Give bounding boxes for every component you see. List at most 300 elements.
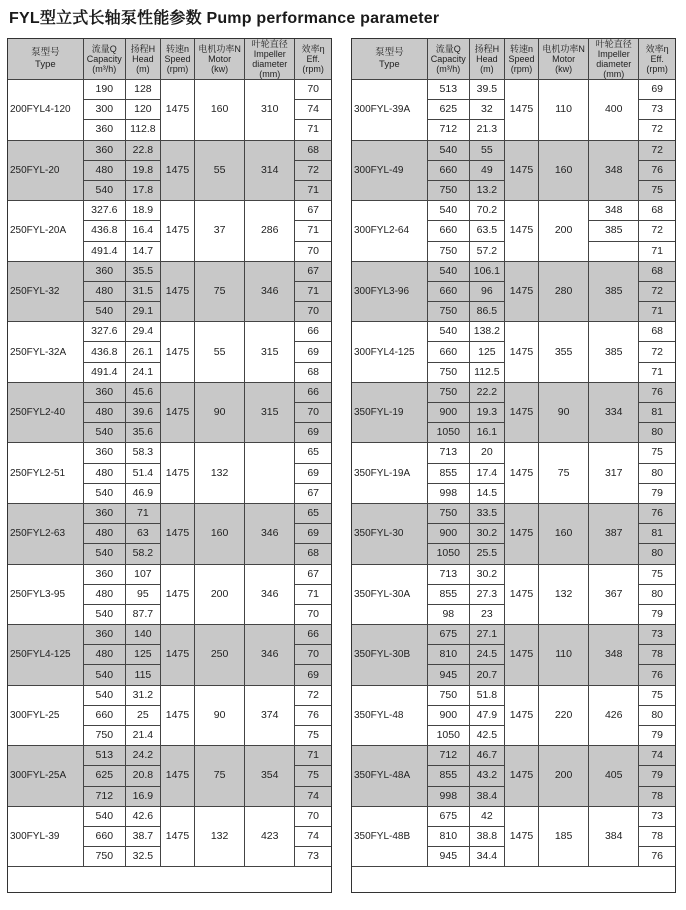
- motor-value: 90: [195, 685, 245, 746]
- eff-value: 72: [295, 160, 331, 180]
- capacity-value: 540: [83, 180, 125, 200]
- capacity-value: 750: [83, 847, 125, 867]
- capacity-value: 900: [427, 403, 469, 423]
- motor-value: 110: [539, 80, 589, 141]
- table-row: [8, 564, 331, 584]
- head-value: 20.8: [125, 766, 160, 786]
- head-value: 138.2: [469, 322, 504, 342]
- eff-value: 70: [295, 241, 331, 261]
- eff-value: 78: [639, 786, 675, 806]
- head-value: 31.2: [125, 685, 160, 705]
- capacity-value: 360: [83, 503, 125, 523]
- capacity-value: 750: [427, 241, 469, 261]
- head-value: 39.6: [125, 403, 160, 423]
- speed-value: 1475: [160, 806, 194, 867]
- capacity-value: 660: [83, 705, 125, 725]
- header-type: [8, 39, 83, 80]
- pump-type: 250FYL-32: [8, 261, 83, 322]
- speed-value: 1475: [504, 625, 538, 686]
- head-value: 29.4: [125, 322, 160, 342]
- head-value: 24.5: [469, 645, 504, 665]
- head-value: 42.5: [469, 726, 504, 746]
- pump-type: 250FYL-20: [8, 140, 83, 201]
- head-value: 31.5: [125, 281, 160, 301]
- eff-value: 74: [639, 746, 675, 766]
- eff-value: 70: [295, 604, 331, 624]
- impeller-value: 367: [589, 564, 639, 625]
- capacity-value: 660: [427, 221, 469, 241]
- motor-value: 75: [195, 746, 245, 807]
- capacity-value: 360: [83, 625, 125, 645]
- pump-type: 250FYL-32A: [8, 322, 83, 383]
- eff-value: 71: [295, 746, 331, 766]
- capacity-value: 300: [83, 100, 125, 120]
- header-capacity-line: Capacity: [86, 54, 122, 64]
- impeller-value: 310: [245, 80, 295, 141]
- header-head-line: (m): [136, 64, 150, 74]
- capacity-value: 1050: [427, 544, 469, 564]
- header-type-line: Type: [35, 59, 56, 70]
- table-row: [352, 443, 675, 463]
- head-value: 13.2: [469, 180, 504, 200]
- table-row: [352, 80, 675, 100]
- capacity-value: 712: [427, 746, 469, 766]
- capacity-value: 540: [427, 140, 469, 160]
- pump-type: 350FYL-30: [352, 503, 427, 564]
- capacity-value: 190: [83, 80, 125, 100]
- capacity-value: 360: [83, 261, 125, 281]
- pump-type: 300FYL-25: [8, 685, 83, 746]
- pump-type: 350FYL-30B: [352, 625, 427, 686]
- impeller-value: 354: [245, 746, 295, 807]
- header-head-line: Head: [132, 54, 154, 64]
- header-impeller-line: Impeller: [597, 49, 630, 59]
- capacity-value: 675: [427, 625, 469, 645]
- capacity-value: 513: [427, 80, 469, 100]
- eff-value: 76: [639, 382, 675, 402]
- table-row: [352, 382, 675, 402]
- header-speed: [160, 39, 194, 80]
- head-value: 125: [469, 342, 504, 362]
- header-motor-line: Motor: [552, 54, 576, 64]
- head-value: 21.4: [125, 726, 160, 746]
- header-capacity: [83, 39, 125, 80]
- eff-value: 80: [639, 544, 675, 564]
- header-motor-line: (kw): [211, 64, 229, 74]
- eff-value: 66: [295, 322, 331, 342]
- capacity-value: 998: [427, 786, 469, 806]
- header-type-line: 泵型号: [31, 47, 60, 58]
- eff-value: 73: [639, 806, 675, 826]
- speed-value: 1475: [504, 201, 538, 262]
- header-eff: [295, 39, 331, 80]
- header-type-line: 泵型号: [375, 47, 404, 58]
- capacity-value: 945: [427, 847, 469, 867]
- capacity-value: 540: [83, 423, 125, 443]
- capacity-value: 540: [83, 604, 125, 624]
- eff-value: 79: [639, 766, 675, 786]
- head-value: 46.7: [469, 746, 504, 766]
- header-capacity-line: 流量Q: [435, 44, 461, 54]
- impeller-value: 374: [245, 685, 295, 746]
- capacity-value: 540: [83, 665, 125, 685]
- head-value: 58.3: [125, 443, 160, 463]
- motor-value: 355: [539, 322, 589, 383]
- head-value: 24.1: [125, 362, 160, 382]
- table-row: [352, 746, 675, 766]
- speed-value: 1475: [504, 80, 538, 141]
- head-value: 71: [125, 503, 160, 523]
- pump-type: 250FYL2-51: [8, 443, 83, 504]
- capacity-value: 712: [83, 786, 125, 806]
- impeller-value: 315: [245, 382, 295, 443]
- eff-value: 79: [639, 604, 675, 624]
- capacity-value: 713: [427, 564, 469, 584]
- eff-value: 67: [295, 564, 331, 584]
- speed-value: 1475: [504, 503, 538, 564]
- motor-value: 132: [539, 564, 589, 625]
- head-value: 19.3: [469, 403, 504, 423]
- eff-value: 65: [295, 503, 331, 523]
- capacity-value: 810: [427, 645, 469, 665]
- head-value: 49: [469, 160, 504, 180]
- eff-value: 73: [639, 100, 675, 120]
- head-value: 25: [125, 705, 160, 725]
- capacity-value: 540: [427, 261, 469, 281]
- head-value: 125: [125, 645, 160, 665]
- capacity-value: 480: [83, 160, 125, 180]
- head-value: 63: [125, 524, 160, 544]
- eff-value: 68: [295, 544, 331, 564]
- header-type: [352, 39, 427, 80]
- speed-value: 1475: [504, 322, 538, 383]
- capacity-value: 360: [83, 140, 125, 160]
- capacity-value: 360: [83, 564, 125, 584]
- eff-value: 69: [295, 423, 331, 443]
- speed-value: 1475: [160, 261, 194, 322]
- head-value: 20.7: [469, 665, 504, 685]
- eff-value: 76: [639, 665, 675, 685]
- eff-value: 68: [639, 261, 675, 281]
- head-value: 24.2: [125, 746, 160, 766]
- table-row: [352, 140, 675, 160]
- eff-value: 68: [639, 201, 675, 221]
- capacity-value: 327.6: [83, 322, 125, 342]
- pump-type: 250FYL2-40: [8, 382, 83, 443]
- capacity-value: 540: [83, 544, 125, 564]
- speed-value: 1475: [504, 746, 538, 807]
- eff-value: 79: [639, 483, 675, 503]
- capacity-value: 513: [83, 746, 125, 766]
- capacity-value: 660: [427, 342, 469, 362]
- capacity-value: 360: [83, 120, 125, 140]
- speed-value: 1475: [160, 140, 194, 201]
- header-capacity-line: (m³/h): [436, 64, 461, 74]
- eff-value: 69: [295, 463, 331, 483]
- header-capacity-line: 流量Q: [91, 44, 117, 54]
- head-value: 87.7: [125, 604, 160, 624]
- eff-value: 68: [639, 322, 675, 342]
- capacity-value: 900: [427, 705, 469, 725]
- table-row: [8, 806, 331, 826]
- head-value: 14.5: [469, 483, 504, 503]
- speed-value: 1475: [504, 261, 538, 322]
- page-title: FYL型立式长轴泵性能参数 Pump performance parameter: [9, 10, 440, 27]
- pump-type: 300FYL-25A: [8, 746, 83, 807]
- eff-value: 65: [295, 443, 331, 463]
- impeller-value: 346: [245, 503, 295, 564]
- header-impeller: [245, 39, 295, 80]
- eff-value: 72: [639, 342, 675, 362]
- capacity-value: 855: [427, 766, 469, 786]
- pump-type: 300FYL-39: [8, 806, 83, 867]
- capacity-value: 750: [427, 302, 469, 322]
- header-row: [8, 39, 331, 80]
- header-speed-line: 转速n: [509, 44, 533, 54]
- header-motor-line: 电机功率N: [542, 44, 585, 54]
- capacity-value: 625: [427, 100, 469, 120]
- pump-type: 350FYL-48: [352, 685, 427, 746]
- capacity-value: 713: [427, 443, 469, 463]
- eff-value: 72: [639, 221, 675, 241]
- pump-type: 350FYL-48A: [352, 746, 427, 807]
- header-motor-line: Motor: [208, 54, 232, 64]
- eff-value: 71: [639, 241, 675, 261]
- table-row: [8, 322, 331, 342]
- header-head-line: Head: [476, 54, 498, 64]
- header-speed-line: (rpm): [510, 64, 533, 74]
- header-capacity-line: (m³/h): [92, 64, 117, 74]
- capacity-value: 998: [427, 483, 469, 503]
- eff-value: 73: [295, 847, 331, 867]
- eff-value: 72: [639, 140, 675, 160]
- head-value: 34.4: [469, 847, 504, 867]
- header-speed: [504, 39, 538, 80]
- motor-value: 160: [539, 140, 589, 201]
- impeller-value: 286: [245, 201, 295, 262]
- head-value: 35.5: [125, 261, 160, 281]
- impeller-value: 385: [589, 261, 639, 322]
- motor-value: 37: [195, 201, 245, 262]
- header-impeller-line: diameter: [596, 59, 632, 69]
- capacity-value: 480: [83, 403, 125, 423]
- capacity-value: 540: [427, 322, 469, 342]
- head-value: 38.7: [125, 826, 160, 846]
- eff-value: 71: [639, 362, 675, 382]
- eff-value: 74: [295, 826, 331, 846]
- eff-value: 67: [295, 201, 331, 221]
- pump-type: 300FYL4-125: [352, 322, 427, 383]
- header-head-line: 扬程H: [474, 44, 500, 54]
- table-row: [352, 625, 675, 645]
- head-value: 21.3: [469, 120, 504, 140]
- capacity-value: 900: [427, 524, 469, 544]
- header-eff-line: Eff.: [650, 54, 664, 64]
- table-row: [8, 140, 331, 160]
- head-value: 70.2: [469, 201, 504, 221]
- motor-value: 110: [539, 625, 589, 686]
- table-row: [352, 503, 675, 523]
- pump-type: 350FYL-19: [352, 382, 427, 443]
- head-value: 25.5: [469, 544, 504, 564]
- impeller-value: 348: [589, 140, 639, 201]
- head-value: 33.5: [469, 503, 504, 523]
- eff-value: 81: [639, 403, 675, 423]
- eff-value: 70: [295, 645, 331, 665]
- impeller-value: 405: [589, 746, 639, 807]
- head-value: 18.9: [125, 201, 160, 221]
- head-value: 32.5: [125, 847, 160, 867]
- head-value: 39.5: [469, 80, 504, 100]
- head-value: 17.8: [125, 180, 160, 200]
- eff-value: 75: [295, 766, 331, 786]
- capacity-value: 625: [83, 766, 125, 786]
- header-eff: [639, 39, 675, 80]
- table-row: [352, 806, 675, 826]
- header-motor-line: 电机功率N: [198, 44, 241, 54]
- eff-value: 75: [639, 564, 675, 584]
- table-row: [8, 625, 331, 645]
- head-value: 45.6: [125, 382, 160, 402]
- pump-type: 300FYL3-96: [352, 261, 427, 322]
- impeller-value: 387: [589, 503, 639, 564]
- head-value: 27.3: [469, 584, 504, 604]
- capacity-value: 712: [427, 120, 469, 140]
- eff-value: 75: [295, 726, 331, 746]
- capacity-value: 480: [83, 645, 125, 665]
- head-value: 38.8: [469, 826, 504, 846]
- head-value: 42: [469, 806, 504, 826]
- eff-value: 80: [639, 423, 675, 443]
- impeller-value: 400: [589, 80, 639, 141]
- head-value: 63.5: [469, 221, 504, 241]
- pump-type: 300FYL2-64: [352, 201, 427, 262]
- table-row: [8, 746, 331, 766]
- header-eff-line: Eff.: [306, 54, 320, 64]
- head-value: 58.2: [125, 544, 160, 564]
- eff-value: 69: [295, 665, 331, 685]
- eff-value: 71: [295, 584, 331, 604]
- capacity-value: 750: [427, 685, 469, 705]
- pump-type: 350FYL-48B: [352, 806, 427, 867]
- header-motor: [195, 39, 245, 80]
- table-row: [8, 685, 331, 705]
- eff-value: 80: [639, 584, 675, 604]
- head-value: 120: [125, 100, 160, 120]
- head-value: 23: [469, 604, 504, 624]
- head-value: 42.6: [125, 806, 160, 826]
- capacity-value: 750: [427, 382, 469, 402]
- impeller-value: 348: [589, 625, 639, 686]
- motor-value: 200: [195, 564, 245, 625]
- head-value: 55: [469, 140, 504, 160]
- head-value: 46.9: [125, 483, 160, 503]
- eff-value: 70: [295, 80, 331, 100]
- pump-type: 250FYL-20A: [8, 201, 83, 262]
- eff-value: 76: [295, 705, 331, 725]
- table-row: [8, 201, 331, 221]
- header-impeller-line: 叶轮直径: [595, 39, 632, 49]
- eff-value: 75: [639, 685, 675, 705]
- motor-value: 160: [195, 503, 245, 564]
- capacity-value: 98: [427, 604, 469, 624]
- eff-value: 73: [639, 625, 675, 645]
- speed-value: 1475: [504, 685, 538, 746]
- eff-value: 80: [639, 705, 675, 725]
- header-impeller: [589, 39, 639, 80]
- capacity-value: 750: [427, 180, 469, 200]
- eff-value: 76: [639, 847, 675, 867]
- impeller-value: [589, 241, 639, 261]
- head-value: 128: [125, 80, 160, 100]
- head-value: 22.2: [469, 382, 504, 402]
- eff-value: 66: [295, 625, 331, 645]
- head-value: 107: [125, 564, 160, 584]
- pump-type: 350FYL-30A: [352, 564, 427, 625]
- motor-value: 200: [539, 201, 589, 262]
- head-value: 47.9: [469, 705, 504, 725]
- header-row: [352, 39, 675, 80]
- eff-value: 71: [295, 281, 331, 301]
- impeller-value: 426: [589, 685, 639, 746]
- eff-value: 75: [639, 443, 675, 463]
- header-impeller-line: Impeller: [253, 49, 286, 59]
- impeller-value: 314: [245, 140, 295, 201]
- speed-value: 1475: [160, 201, 194, 262]
- capacity-value: 540: [83, 483, 125, 503]
- eff-value: 71: [295, 120, 331, 140]
- head-value: 86.5: [469, 302, 504, 322]
- speed-value: 1475: [504, 140, 538, 201]
- header-speed-line: Speed: [164, 54, 191, 64]
- capacity-value: 855: [427, 584, 469, 604]
- speed-value: 1475: [160, 443, 194, 504]
- head-value: 95: [125, 584, 160, 604]
- capacity-value: 540: [83, 806, 125, 826]
- left-performance-table: [7, 38, 332, 893]
- header-eff-line: (rpm): [646, 64, 668, 74]
- eff-value: 66: [295, 382, 331, 402]
- impeller-value: 334: [589, 382, 639, 443]
- header-speed-line: Speed: [508, 54, 535, 64]
- pump-type: 200FYL4-120: [8, 80, 83, 141]
- speed-value: 1475: [160, 625, 194, 686]
- head-value: 112.8: [125, 120, 160, 140]
- head-value: 57.2: [469, 241, 504, 261]
- speed-value: 1475: [160, 322, 194, 383]
- capacity-value: 855: [427, 463, 469, 483]
- head-value: 106.1: [469, 261, 504, 281]
- eff-value: 76: [639, 503, 675, 523]
- capacity-value: 660: [427, 160, 469, 180]
- motor-value: 200: [539, 746, 589, 807]
- head-value: 17.4: [469, 463, 504, 483]
- head-value: 30.2: [469, 564, 504, 584]
- impeller-value: 348: [589, 201, 639, 221]
- capacity-value: 480: [83, 524, 125, 544]
- capacity-value: 480: [83, 463, 125, 483]
- speed-value: 1475: [160, 80, 194, 141]
- header-impeller-line: (mm): [603, 69, 625, 79]
- header-type-line: Type: [379, 59, 400, 70]
- eff-value: 71: [639, 302, 675, 322]
- eff-value: 68: [295, 362, 331, 382]
- head-value: 16.1: [469, 423, 504, 443]
- pump-type: 350FYL-19A: [352, 443, 427, 504]
- head-value: 115: [125, 665, 160, 685]
- motor-value: 132: [195, 443, 245, 504]
- right-performance-table: [351, 38, 676, 893]
